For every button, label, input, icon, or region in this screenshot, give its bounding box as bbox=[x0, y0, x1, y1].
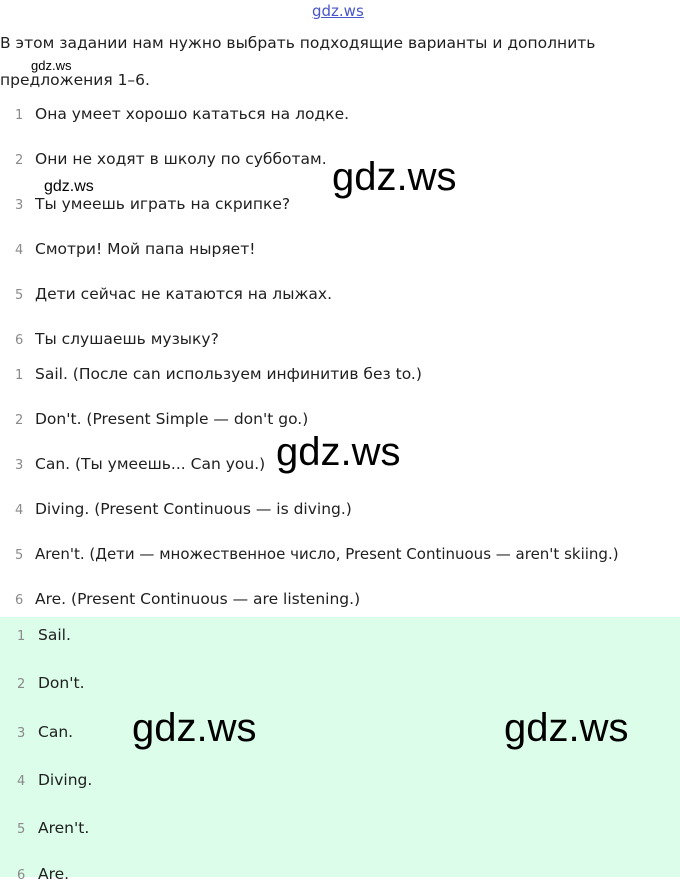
explanation-text: Diving. (Present Continuous — is diving.) bbox=[35, 500, 352, 518]
answer-text: Are. bbox=[38, 865, 70, 883]
watermark-large: gdz.ws bbox=[332, 155, 457, 199]
answer-text: Diving. bbox=[38, 771, 93, 789]
answer-row bbox=[0, 771, 680, 793]
watermark-small: gdz.ws bbox=[31, 58, 72, 73]
item-number: 6 bbox=[17, 868, 26, 883]
item-number: 1 bbox=[15, 108, 24, 123]
explanation-row bbox=[0, 590, 680, 612]
translation-row bbox=[0, 330, 680, 352]
explanation-text: Aren't. (Дети — множественное число, Present Continuous — aren't skiing.) bbox=[35, 545, 619, 563]
translation-row bbox=[0, 105, 680, 127]
translation-text: Смотри! Мой папа ныряет! bbox=[35, 240, 256, 258]
explanation-text: Sail. (После can используем инфинитив без to.) bbox=[35, 365, 422, 383]
explanation-row bbox=[0, 365, 680, 387]
explanation-text: Don't. (Present Simple — don't go.) bbox=[35, 410, 309, 428]
translation-text: Дети сейчас не катаются на лыжах. bbox=[35, 285, 333, 303]
item-number: 2 bbox=[15, 413, 24, 428]
translation-text: Она умеет хорошо кататься на лодке. bbox=[35, 105, 350, 123]
intro-line-2: предложения 1–6. bbox=[0, 71, 150, 89]
explanation-row bbox=[0, 500, 680, 522]
answer-row bbox=[0, 865, 680, 887]
item-number: 6 bbox=[15, 593, 24, 608]
site-link[interactable]: gdz.ws bbox=[312, 2, 364, 20]
item-number: 2 bbox=[17, 677, 26, 692]
watermark-small: gdz.ws bbox=[44, 178, 94, 195]
item-number: 1 bbox=[17, 629, 26, 644]
intro-line-1: В этом задании нам нужно выбрать подходящие варианты и дополнить bbox=[0, 34, 596, 52]
answer-text: Don't. bbox=[38, 674, 85, 692]
watermark-large: gdz.ws bbox=[132, 706, 257, 750]
explanation-text: Are. (Present Continuous — are listening.) bbox=[35, 590, 361, 608]
watermark-large: gdz.ws bbox=[504, 706, 629, 750]
answer-text: Can. bbox=[38, 723, 74, 741]
answer-text: Sail. bbox=[38, 626, 71, 644]
answer-row bbox=[0, 819, 680, 841]
item-number: 5 bbox=[15, 288, 24, 303]
watermark-large: gdz.ws bbox=[276, 430, 401, 474]
translation-text: Ты умеешь играть на скрипке? bbox=[35, 195, 291, 213]
answer-row bbox=[0, 674, 680, 696]
item-number: 3 bbox=[17, 726, 26, 741]
explanation-row bbox=[0, 545, 680, 567]
item-number: 1 bbox=[15, 368, 24, 383]
explanation-text: Can. (Ты умеешь... Can you.) bbox=[35, 455, 266, 473]
translation-row bbox=[0, 240, 680, 262]
item-number: 5 bbox=[15, 548, 24, 563]
answer-text: Aren't. bbox=[38, 819, 90, 837]
item-number: 5 bbox=[17, 822, 26, 837]
item-number: 4 bbox=[15, 503, 24, 518]
translation-row bbox=[0, 285, 680, 307]
item-number: 4 bbox=[15, 243, 24, 258]
answer-row bbox=[0, 626, 680, 648]
item-number: 3 bbox=[15, 458, 24, 473]
item-number: 2 bbox=[15, 153, 24, 168]
translation-text: Ты слушаешь музыку? bbox=[35, 330, 219, 348]
item-number: 4 bbox=[17, 774, 26, 789]
translation-text: Они не ходят в школу по субботам. bbox=[35, 150, 327, 168]
item-number: 6 bbox=[15, 333, 24, 348]
item-number: 3 bbox=[15, 198, 24, 213]
explanation-row bbox=[0, 410, 680, 432]
